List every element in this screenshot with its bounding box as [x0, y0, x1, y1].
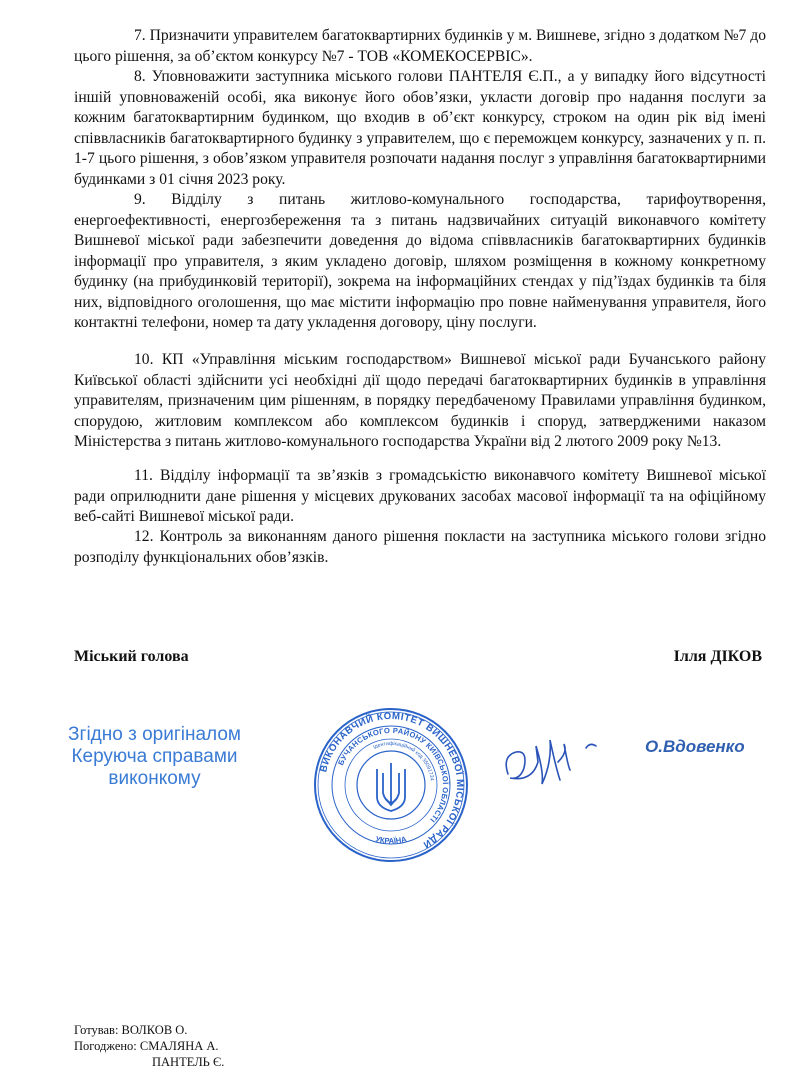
signature-name: Ілля ДІКОВ — [673, 648, 762, 665]
seal-inner-text: БУЧАНСЬКОГО РАЙОНУ КИЇВСЬКОЇ ОБЛАСТІ — [336, 725, 451, 825]
certification-line-2: Керуюча справами — [71, 746, 238, 767]
prepared-label: Готував: — [74, 1023, 119, 1037]
signature-position: Міський голова — [74, 648, 189, 665]
paragraph-12: 12. Контроль за виконанням даного рішення покласти на заступника міського голови згідно розподілу функціональних обов’язків. — [74, 528, 766, 566]
paragraph-11: 11. Відділу інформації та зв’язків з громадськістю виконавчого комітету Вишневої міської ради оприлюднити дане рішення у місцевих друкованих засобах масової інформації та на офіційному веб-сайті Вишневої міської ради. — [74, 467, 766, 525]
seal-bottom-text: УКРАЇНА — [374, 834, 408, 846]
paragraph-7: 7. Призначити управителем багатоквартирних будинків у м. Вишневе, згідно з додатком №7 до цього рішення, за об’єктом конкурсу №7 - ТОВ «КОМЕКОСЕРВІС». — [74, 27, 766, 65]
svg-text:УКРАЇНА — [375, 834, 408, 845]
certification-stamp — [52, 724, 257, 790]
official-seal — [313, 707, 469, 863]
prepared-name: ВОЛКОВ О. — [121, 1023, 188, 1037]
paragraph-8: 8. Уповноважити заступника міського голови ПАНТЕЛЯ Є.П., а у випадку його відсутності іншій уповноваженій особі, яка виконує його обов’язки, укласти договір про надання послуги за кожним багатоквартирним будинком, що входив в об’єкт конкурсу, строком на один рік від імені співвласників багатоквартирного будинку з управителем, що є переможцем конкурсу, зазначених у п. п. 1-7 цього рішення, з обов’язком управителя розпочати надання послуг з управління багатоквартирними будинками з 01 січня 2023 року. — [74, 68, 766, 188]
seal-code-text: Ідентифікаційний код 35091724 — [372, 740, 435, 782]
handwritten-signature — [498, 722, 608, 802]
trident-icon — [377, 763, 405, 811]
agreed-name-1: СМАЛЯНА А. — [139, 1039, 219, 1053]
paragraph-9: 9. Відділу з питань житлово-комунального господарства, тарифоутворення, енергоефективності, енергозбереження та з питань надзвичайних ситуацій виконавчого комітету Вишневої міської ради забезпечити доведення до відома співвласників багатоквартирних будинків інформації про управителя, з яким укладено договір, шляхом розміщення в кожному конкретному будинку (на прибудинковій території), зокрема на інформаційних стендах у під’їздах будинків та біля них, відповідного оголошення, що має містити інформацію про повне найменування управителя, його контактні телефони, номер та дату укладення договору, ціну послуги. — [74, 191, 766, 331]
clerk-signature-name: О.Вдовенко — [645, 737, 745, 756]
agreed-label: Погоджено: — [74, 1039, 137, 1053]
certification-line-1: Згідно з оригіналом — [68, 724, 241, 745]
certification-line-3: виконкому — [108, 768, 201, 789]
paragraph-10: 10. КП «Управління міським господарством» Вишневої міської ради Бучанського району Київської області здійснити усі необхідні дії щодо передачі багатоквартирних будинків в управління управителям, призначеним цим рішенням, в порядку передбаченому Правилами управління будинком, спорудою, житловим комплексом або комплексом будинків і споруд, затвердженими наказом Міністерства з питань житлово-комунального господарства України від 2 лютого 2009 року №13. — [74, 351, 766, 450]
agreed-name-2: ПАНТЕЛЬ Є. — [152, 1055, 225, 1069]
seal-outer-text: ВИКОНАВЧИЙ КОМІТЕТ ВИШНЕВОЇ МІСЬКОЇ РАДИ — [318, 710, 466, 851]
document-footer — [74, 1022, 224, 1070]
